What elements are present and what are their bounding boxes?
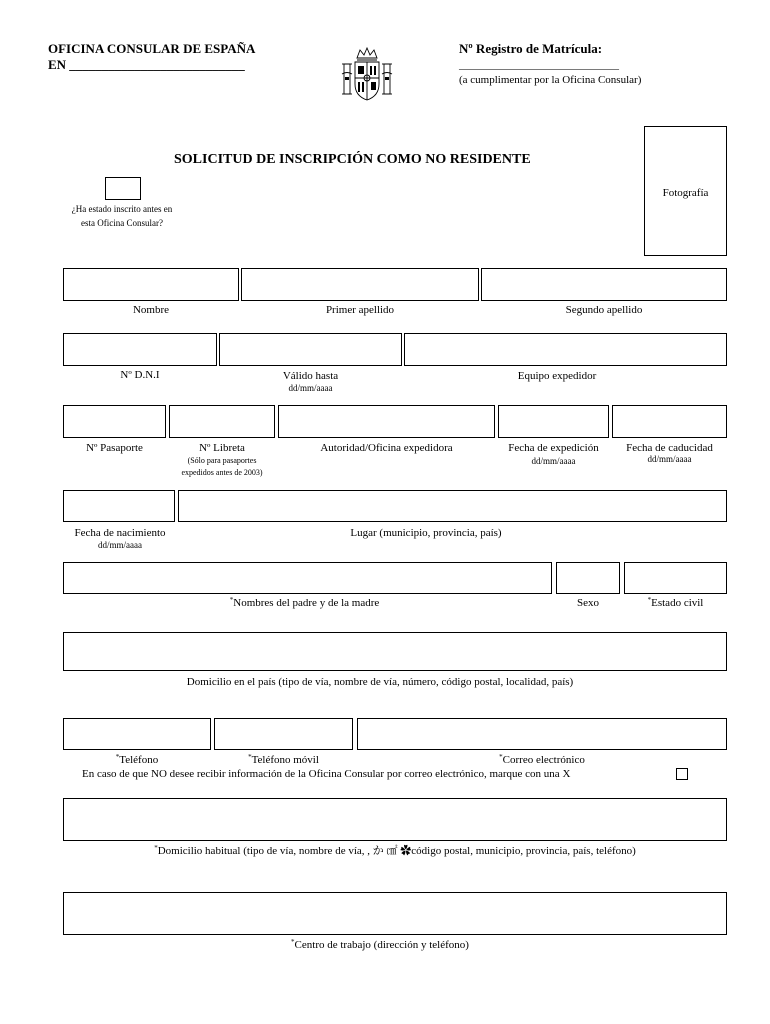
padres-label: *Nombres del padre y de la madre [229,596,380,609]
libreta-label: Nº Libreta [199,442,245,454]
nombre-label: Nombre [132,304,170,316]
dni-label: Nº D.N.I [120,369,160,381]
equipo-expedidor-field[interactable] [404,333,727,366]
sexo-label: Sexo [577,597,599,609]
centro-trabajo-field[interactable] [63,892,727,935]
telefono-movil-label: *Teléfono móvil [248,753,319,766]
fecha-expedicion-format: dd/mm/aaaa [531,456,576,466]
autoridad-field[interactable] [278,405,495,438]
fecha-nacimiento-label: Fecha de nacimiento [74,527,166,539]
primer-apellido-field[interactable] [241,268,479,301]
registry-title: Nº Registro de Matrícula: [459,41,603,56]
form-title: SOLICITUD DE INSCRIPCIÓN COMO NO RESIDENTE [174,152,531,167]
previously-registered-label-line1: ¿Ha estado inscrito antes en [71,204,173,214]
previously-registered-label-line2: esta Oficina Consular? [81,218,163,228]
fecha-expedicion-field[interactable] [498,405,609,438]
autoridad-label: Autoridad/Oficina expedidora [320,442,453,454]
fecha-caducidad-format: dd/mm/aaaa [647,454,692,464]
registry-note: (a cumplimentar por la Oficina Consular) [459,74,642,86]
domicilio-habitual-label: *Domicilio habitual (tipo de vía, nombre de vía, , か ㎠ ✿código postal, municipio, provincia, país, teléfono) [154,844,636,857]
no-email-note: En caso de que NO desee recibir información de la Oficina Consular por correo electrónico, marque con una X [82,768,571,780]
pasaporte-label: Nº Pasaporte [86,442,143,454]
equipo-expedidor-label: Equipo expedidor [517,370,597,382]
segundo-apellido-label: Segundo apellido [565,304,643,316]
photo-label: Fotografía [662,187,709,199]
sexo-field[interactable] [556,562,620,594]
dni-field[interactable] [63,333,217,366]
lugar-nacimiento-label: Lugar (municipio, provincia, país) [350,527,502,539]
telefono-field[interactable] [63,718,211,750]
coat-of-arms-icon [340,44,394,104]
libreta-field[interactable] [169,405,275,438]
estado-civil-label: *Estado civil [647,596,704,609]
previously-registered-checkbox[interactable] [105,177,141,200]
fecha-nacimiento-format: dd/mm/aaaa [98,540,142,550]
fecha-caducidad-field[interactable] [612,405,727,438]
domicilio-pais-field[interactable] [63,632,727,671]
photo-box[interactable] [644,126,727,256]
telefono-label: *Teléfono [115,753,159,766]
padres-field[interactable] [63,562,552,594]
libreta-note-line2: expedidos antes de 2003) [181,468,263,477]
consular-office-title: OFICINA CONSULAR DE ESPAÑA [48,41,256,56]
no-email-checkbox[interactable] [676,768,688,780]
telefono-movil-field[interactable] [214,718,353,750]
lugar-nacimiento-field[interactable] [178,490,727,522]
valido-hasta-field[interactable] [219,333,402,366]
registry-number-field[interactable]: ________________________________ [459,60,619,71]
correo-field[interactable] [357,718,727,750]
primer-apellido-label: Primer apellido [325,304,395,316]
centro-trabajo-label: *Centro de trabajo (dirección y teléfono) [291,938,469,951]
consular-office-city-line: EN ___________________________ [48,57,245,72]
correo-label: *Correo electrónico [499,753,585,766]
fecha-nacimiento-field[interactable] [63,490,175,522]
fecha-caducidad-label: Fecha de caducidad [626,442,713,454]
segundo-apellido-field[interactable] [481,268,727,301]
nombre-field[interactable] [63,268,239,301]
estado-civil-field[interactable] [624,562,727,594]
libreta-note-line1: (Sólo para pasaportes [187,456,257,465]
valido-hasta-format: dd/mm/aaaa [288,383,333,393]
fecha-expedicion-label: Fecha de expedición [508,442,599,454]
domicilio-habitual-field[interactable] [63,798,727,841]
valido-hasta-label: Válido hasta [282,370,339,382]
pasaporte-field[interactable] [63,405,166,438]
domicilio-pais-label: Domicilio en el país (tipo de vía, nombre de vía, número, código postal, localidad, país) [186,676,574,688]
